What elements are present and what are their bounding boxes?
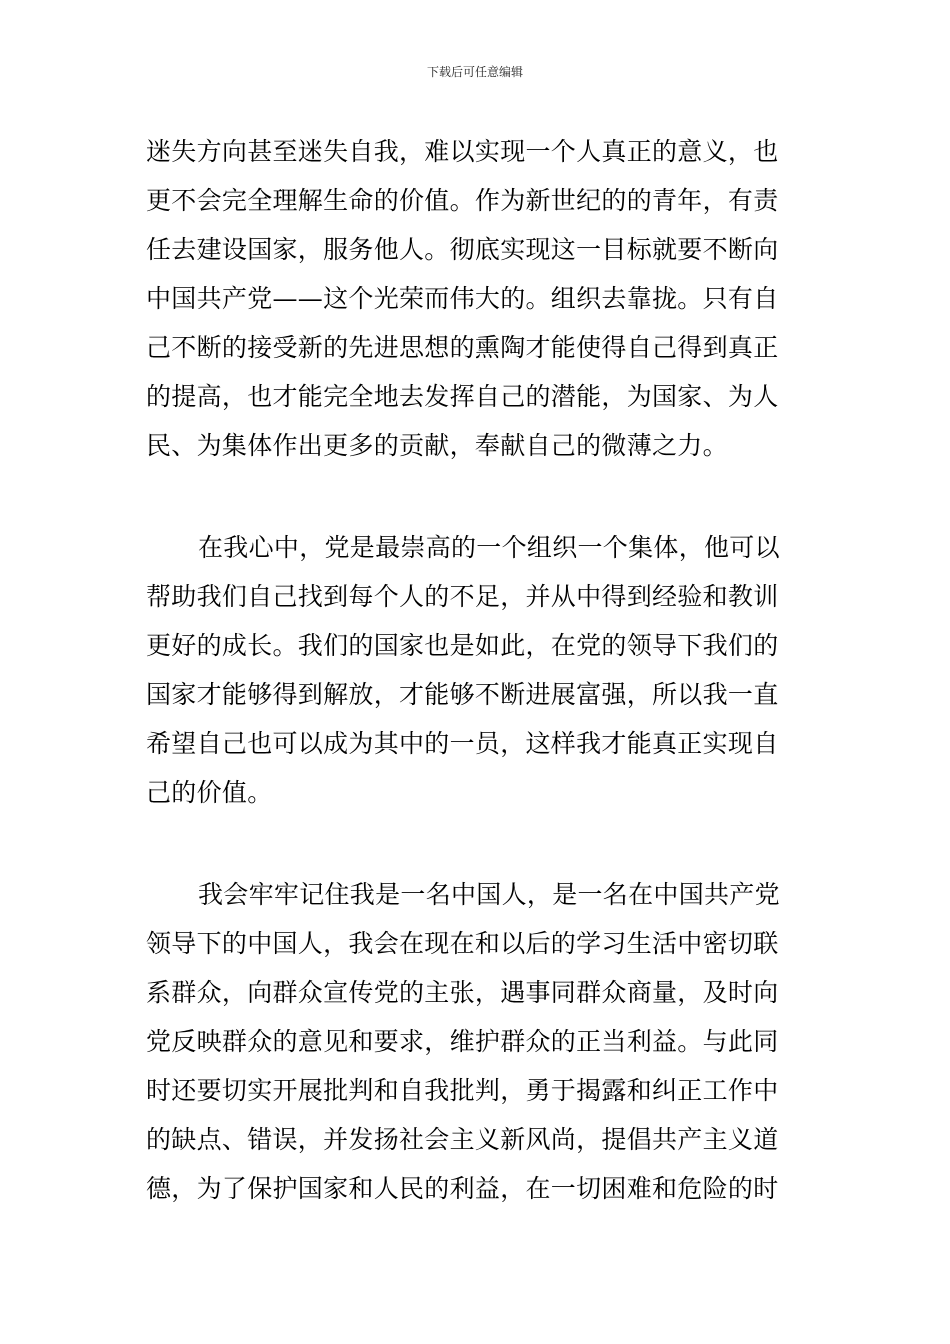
text-line: 迷失方向甚至迷失自我，难以实现一个人真正的意义，也: [146, 137, 779, 166]
text-line: 时还要切实开展批判和自我批判，勇于揭露和纠正工作中: [146, 1076, 779, 1105]
text-line: 的提高，也才能完全地去发挥自己的潜能，为国家、为人: [146, 382, 779, 411]
text-line: 我会牢牢记住我是一名中国人，是一名在中国共产党: [198, 880, 780, 909]
page-header: 下载后可任意编辑: [426, 65, 523, 79]
text-line: 德，为了保护国家和人民的利益，在一切困难和危险的时: [146, 1174, 779, 1203]
text-line: 国家才能够得到解放，才能够不断进展富强，所以我一直: [146, 680, 779, 709]
text-line: 民、为集体作出更多的贡献，奉献自己的微薄之力。: [146, 431, 728, 460]
text-line: 领导下的中国人，我会在现在和以后的学习生活中密切联: [146, 929, 779, 958]
text-line: 的缺点、错误，并发扬社会主义新风尚，提倡共产主义道: [146, 1125, 779, 1154]
text-line: 任去建设国家，服务他人。彻底实现这一目标就要不断向: [146, 235, 779, 264]
text-line: 更好的成长。我们的国家也是如此，在党的领导下我们的: [146, 631, 779, 660]
paragraph-3: [146, 870, 808, 1213]
text-line: 帮助我们自己找到每个人的不足，并从中得到经验和教训: [146, 582, 779, 611]
paragraph-2: [146, 523, 808, 817]
text-line: 更不会完全理解生命的价值。作为新世纪的的青年，有责: [146, 186, 779, 215]
paragraph-1: [146, 127, 808, 470]
text-line: 在我心中，党是最崇高的一个组织一个集体，他可以: [198, 533, 780, 562]
text-line: 希望自己也可以成为其中的一员，这样我才能真正实现自: [146, 729, 779, 758]
text-line: 系群众，向群众宣传党的主张，遇事同群众商量，及时向: [146, 978, 779, 1007]
text-line: 己不断的接受新的先进思想的熏陶才能使得自己得到真正: [146, 333, 779, 362]
text-line: 党反映群众的意见和要求，维护群众的正当利益。与此同: [146, 1027, 779, 1056]
text-line: 中国共产党——这个光荣而伟大的。组织去靠拢。只有自: [146, 284, 779, 313]
text-line: 己的价值。: [146, 778, 273, 807]
